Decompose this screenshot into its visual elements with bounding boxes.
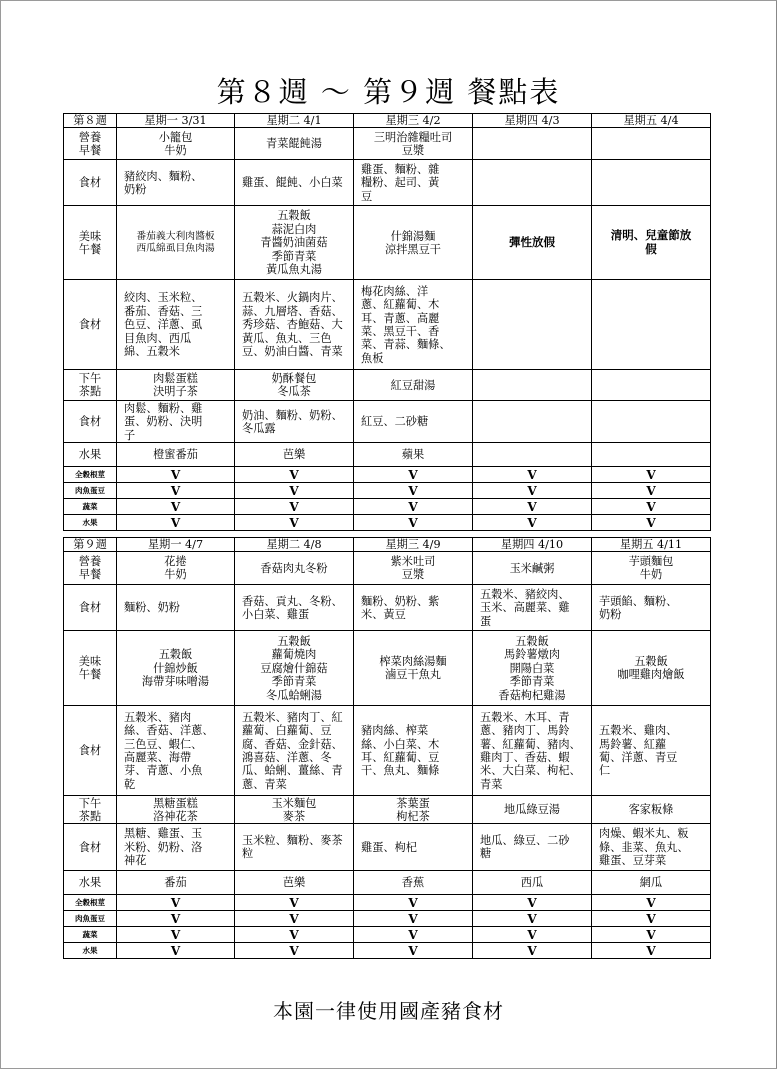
food-group-label: 全穀根莖 [64, 895, 117, 911]
check-mark: V [592, 499, 711, 515]
lunch-row [64, 631, 711, 706]
fruit-cell [473, 443, 592, 467]
fruit-row [64, 871, 711, 895]
row-label: 營養 早餐 [64, 552, 117, 585]
breakfast-cell: 香菇肉丸冬粉 [235, 552, 354, 585]
snack-ingredients-row [64, 824, 711, 871]
check-mark: V [592, 943, 711, 959]
check-mark: V [235, 467, 354, 483]
snack-cell: 客家粄條 [592, 796, 711, 824]
food-group-label: 肉魚蛋豆 [64, 911, 117, 927]
check-mark: V [354, 943, 473, 959]
ingredients-cell [592, 401, 711, 443]
row-label: 食材 [64, 585, 117, 631]
ingredients-cell: 梅花肉絲、洋 蔥、紅蘿蔔、木 耳、青蔥、高麗 菜、黑豆干、香 菜、青蒜、麵條、 魚板 [354, 280, 473, 370]
row-label: 營養 早餐 [64, 128, 117, 160]
ingredients-cell: 奶油、麵粉、奶粉、 冬瓜露 [235, 401, 354, 443]
ingredients-cell: 五穀米、豬肉丁、紅 蘿蔔、白蘿蔔、豆 腐、香菇、金針菇、 鴻喜菇、洋蔥、冬 瓜、蛤蜊、薑絲、青 蔥、青菜 [235, 706, 354, 796]
check-mark: V [354, 499, 473, 515]
check-mark: V [117, 483, 235, 499]
check-mark: V [473, 515, 592, 531]
snack-cell: 玉米麵包 麥茶 [235, 796, 354, 824]
ingredients-cell [592, 280, 711, 370]
row-label: 食材 [64, 401, 117, 443]
week-label: 第９週 [64, 538, 117, 552]
check-mark: V [354, 515, 473, 531]
fruit-cell: 橙蜜番茄 [117, 443, 235, 467]
check-mark: V [354, 483, 473, 499]
ingredients-cell: 雞蛋、餛飩、小白菜 [235, 160, 354, 206]
day-header: 星期一 4/7 [117, 538, 235, 552]
ingredients-cell: 紅豆、二砂糖 [354, 401, 473, 443]
day-header: 星期三 4/9 [354, 538, 473, 552]
breakfast-cell: 花捲 牛奶 [117, 552, 235, 585]
breakfast-cell: 三明治雜糧吐司 豆漿 [354, 128, 473, 160]
check-mark: V [117, 895, 235, 911]
check-mark: V [235, 515, 354, 531]
day-header: 星期二 4/8 [235, 538, 354, 552]
breakfast-cell: 青菜餛飩湯 [235, 128, 354, 160]
breakfast-row [64, 128, 711, 160]
day-header: 星期二 4/1 [235, 114, 354, 128]
ingredients-cell: 五穀米、雞肉、 馬鈴薯、紅蘿 蔔、洋蔥、青豆 仁 [592, 706, 711, 796]
check-mark: V [592, 483, 711, 499]
ingredients-cell: 黑糖、雞蛋、玉 米粉、奶粉、洛 神花 [117, 824, 235, 871]
check-mark: V [592, 467, 711, 483]
ingredients-cell: 豬肉絲、榨菜 絲、小白菜、木 耳、紅蘿蔔、豆 干、魚丸、麵條 [354, 706, 473, 796]
row-label: 食材 [64, 160, 117, 206]
ingredients-cell: 雞蛋、麵粉、雜 糧粉、起司、黃 豆 [354, 160, 473, 206]
breakfast-cell: 小籠包 牛奶 [117, 128, 235, 160]
check-mark: V [235, 499, 354, 515]
lunch-cell: 榨菜肉絲湯麵 滷豆干魚丸 [354, 631, 473, 706]
row-label: 美味 午餐 [64, 631, 117, 706]
snack-cell: 肉鬆蛋糕 決明子茶 [117, 370, 235, 401]
check-mark: V [473, 499, 592, 515]
table-header-row [64, 538, 711, 552]
breakfast-ingredients-row [64, 585, 711, 631]
ingredients-cell: 肉鬆、麵粉、雞 蛋、奶粉、決明 子 [117, 401, 235, 443]
food-group-label: 肉魚蛋豆 [64, 483, 117, 499]
ingredients-cell: 絞肉、玉米粒、 番茄、香菇、三 色豆、洋蔥、虱 目魚肉、西瓜 綿、五穀米 [117, 280, 235, 370]
ingredients-cell: 肉燥、蝦米丸、粄 條、韭菜、魚丸、 雞蛋、豆芽菜 [592, 824, 711, 871]
food-group-row [64, 515, 711, 531]
breakfast-cell [592, 128, 711, 160]
lunch-cell: 五穀飯 蘿蔔燒肉 豆腐燴什錦菇 季節青菜 冬瓜蛤蜊湯 [235, 631, 354, 706]
snack-row [64, 796, 711, 824]
check-mark: V [117, 499, 235, 515]
row-label: 水果 [64, 443, 117, 467]
row-label: 下午 茶點 [64, 370, 117, 401]
ingredients-cell [473, 160, 592, 206]
breakfast-ingredients-row [64, 160, 711, 206]
check-mark: V [592, 515, 711, 531]
ingredients-cell [473, 280, 592, 370]
fruit-cell: 香蕉 [354, 871, 473, 895]
table-header-row [64, 114, 711, 128]
breakfast-cell [473, 128, 592, 160]
check-mark: V [354, 895, 473, 911]
fruit-cell: 網瓜 [592, 871, 711, 895]
check-mark: V [235, 911, 354, 927]
row-label: 食材 [64, 824, 117, 871]
check-mark: V [473, 943, 592, 959]
week-9-menu-table [63, 537, 711, 959]
check-mark: V [235, 483, 354, 499]
check-mark: V [117, 515, 235, 531]
ingredients-cell: 地瓜、綠豆、二砂 糖 [473, 824, 592, 871]
ingredients-cell: 麵粉、奶粉、紫 米、黃豆 [354, 585, 473, 631]
ingredients-cell [473, 401, 592, 443]
check-mark: V [117, 911, 235, 927]
lunch-cell: 五穀飯 蒜泥白肉 青醬奶油菌菇 季節青菜 黃瓜魚丸湯 [235, 206, 354, 280]
check-mark: V [354, 911, 473, 927]
lunch-ingredients-row [64, 706, 711, 796]
food-group-row [64, 911, 711, 927]
food-group-row [64, 927, 711, 943]
row-label: 水果 [64, 871, 117, 895]
fruit-cell: 西瓜 [473, 871, 592, 895]
snack-cell [592, 370, 711, 401]
food-group-label: 蔬菜 [64, 927, 117, 943]
food-group-label: 全穀根莖 [64, 467, 117, 483]
snack-cell: 黑糖蛋糕 洛神花茶 [117, 796, 235, 824]
food-group-row [64, 895, 711, 911]
fruit-cell: 番茄 [117, 871, 235, 895]
lunch-row [64, 206, 711, 280]
row-label: 美味 午餐 [64, 206, 117, 280]
day-header: 星期五 4/4 [592, 114, 711, 128]
row-label: 食材 [64, 280, 117, 370]
check-mark: V [592, 911, 711, 927]
check-mark: V [473, 911, 592, 927]
ingredients-cell: 五穀米、火鍋肉片、 蒜、九層塔、香菇、 秀珍菇、杏鮑菇、大 黃瓜、魚丸、三色 豆、奶油白醬、青菜 [235, 280, 354, 370]
food-group-label: 水果 [64, 943, 117, 959]
lunch-ingredients-row [64, 280, 711, 370]
lunch-cell: 五穀飯 咖哩雞肉燴飯 [592, 631, 711, 706]
check-mark: V [473, 467, 592, 483]
week-8-menu-table [63, 113, 711, 531]
row-label: 食材 [64, 706, 117, 796]
check-mark: V [354, 467, 473, 483]
ingredients-cell: 芋頭餡、麵粉、 奶粉 [592, 585, 711, 631]
snack-cell: 奶酥餐包 冬瓜茶 [235, 370, 354, 401]
check-mark: V [117, 943, 235, 959]
check-mark: V [235, 895, 354, 911]
row-label: 下午 茶點 [64, 796, 117, 824]
snack-cell: 地瓜綠豆湯 [473, 796, 592, 824]
check-mark: V [473, 895, 592, 911]
lunch-cell: 番茄義大利肉醬板 西瓜綿虱目魚肉湯 [117, 206, 235, 280]
fruit-cell: 芭樂 [235, 443, 354, 467]
snack-cell: 紅豆甜湯 [354, 370, 473, 401]
ingredients-cell: 五穀米、木耳、青 蔥、豬肉丁、馬鈴 薯、紅蘿蔔、豬肉、 雞肉丁、香菇、蝦 米、大白菜、枸杞、 青菜 [473, 706, 592, 796]
check-mark: V [473, 927, 592, 943]
snack-cell [473, 370, 592, 401]
snack-row [64, 370, 711, 401]
food-group-row [64, 943, 711, 959]
holiday-note: 彈性放假 [473, 206, 592, 280]
check-mark: V [117, 927, 235, 943]
day-header: 星期一 3/31 [117, 114, 235, 128]
ingredients-cell: 香菇、貢丸、冬粉、 小白菜、雞蛋 [235, 585, 354, 631]
check-mark: V [235, 943, 354, 959]
breakfast-cell: 芋頭麵包 牛奶 [592, 552, 711, 585]
fruit-row [64, 443, 711, 467]
ingredients-cell [592, 160, 711, 206]
ingredients-cell: 豬絞肉、麵粉、 奶粉 [117, 160, 235, 206]
week-label: 第８週 [64, 114, 117, 128]
ingredients-cell: 五穀米、豬絞肉、 玉米、高麗菜、雞 蛋 [473, 585, 592, 631]
page-title: 第８週 ～ 第９週 餐點表 [216, 75, 561, 109]
day-header: 星期四 4/3 [473, 114, 592, 128]
food-group-row [64, 467, 711, 483]
food-group-row [64, 483, 711, 499]
check-mark: V [473, 483, 592, 499]
snack-ingredients-row [64, 401, 711, 443]
day-header: 星期三 4/2 [354, 114, 473, 128]
ingredients-cell: 雞蛋、枸杞 [354, 824, 473, 871]
breakfast-cell: 玉米鹹粥 [473, 552, 592, 585]
fruit-cell: 蘋果 [354, 443, 473, 467]
check-mark: V [117, 467, 235, 483]
lunch-cell: 五穀飯 馬鈴薯燉肉 開陽白菜 季節青菜 香菇枸杞雞湯 [473, 631, 592, 706]
breakfast-cell: 紫米吐司 豆漿 [354, 552, 473, 585]
footer-note: 本園一律使用國產豬食材 [273, 999, 504, 1023]
holiday-note: 清明、兒童節放 假 [592, 206, 711, 280]
food-group-row [64, 499, 711, 515]
fruit-cell: 芭樂 [235, 871, 354, 895]
breakfast-row [64, 552, 711, 585]
ingredients-cell: 五穀米、豬肉 絲、香菇、洋蔥、 三色豆、蝦仁、 高麗菜、海帶 芽、青蔥、小魚 乾 [117, 706, 235, 796]
ingredients-cell: 玉米粒、麵粉、麥茶 粒 [235, 824, 354, 871]
fruit-cell [592, 443, 711, 467]
day-header: 星期五 4/11 [592, 538, 711, 552]
lunch-cell: 五穀飯 什錦炒飯 海帶芽味噌湯 [117, 631, 235, 706]
check-mark: V [592, 927, 711, 943]
snack-cell: 茶葉蛋 枸杞茶 [354, 796, 473, 824]
day-header: 星期四 4/10 [473, 538, 592, 552]
food-group-label: 蔬菜 [64, 499, 117, 515]
check-mark: V [592, 895, 711, 911]
check-mark: V [354, 927, 473, 943]
food-group-label: 水果 [64, 515, 117, 531]
ingredients-cell: 麵粉、奶粉 [117, 585, 235, 631]
check-mark: V [235, 927, 354, 943]
lunch-cell: 什錦湯麵 涼拌黑豆干 [354, 206, 473, 280]
